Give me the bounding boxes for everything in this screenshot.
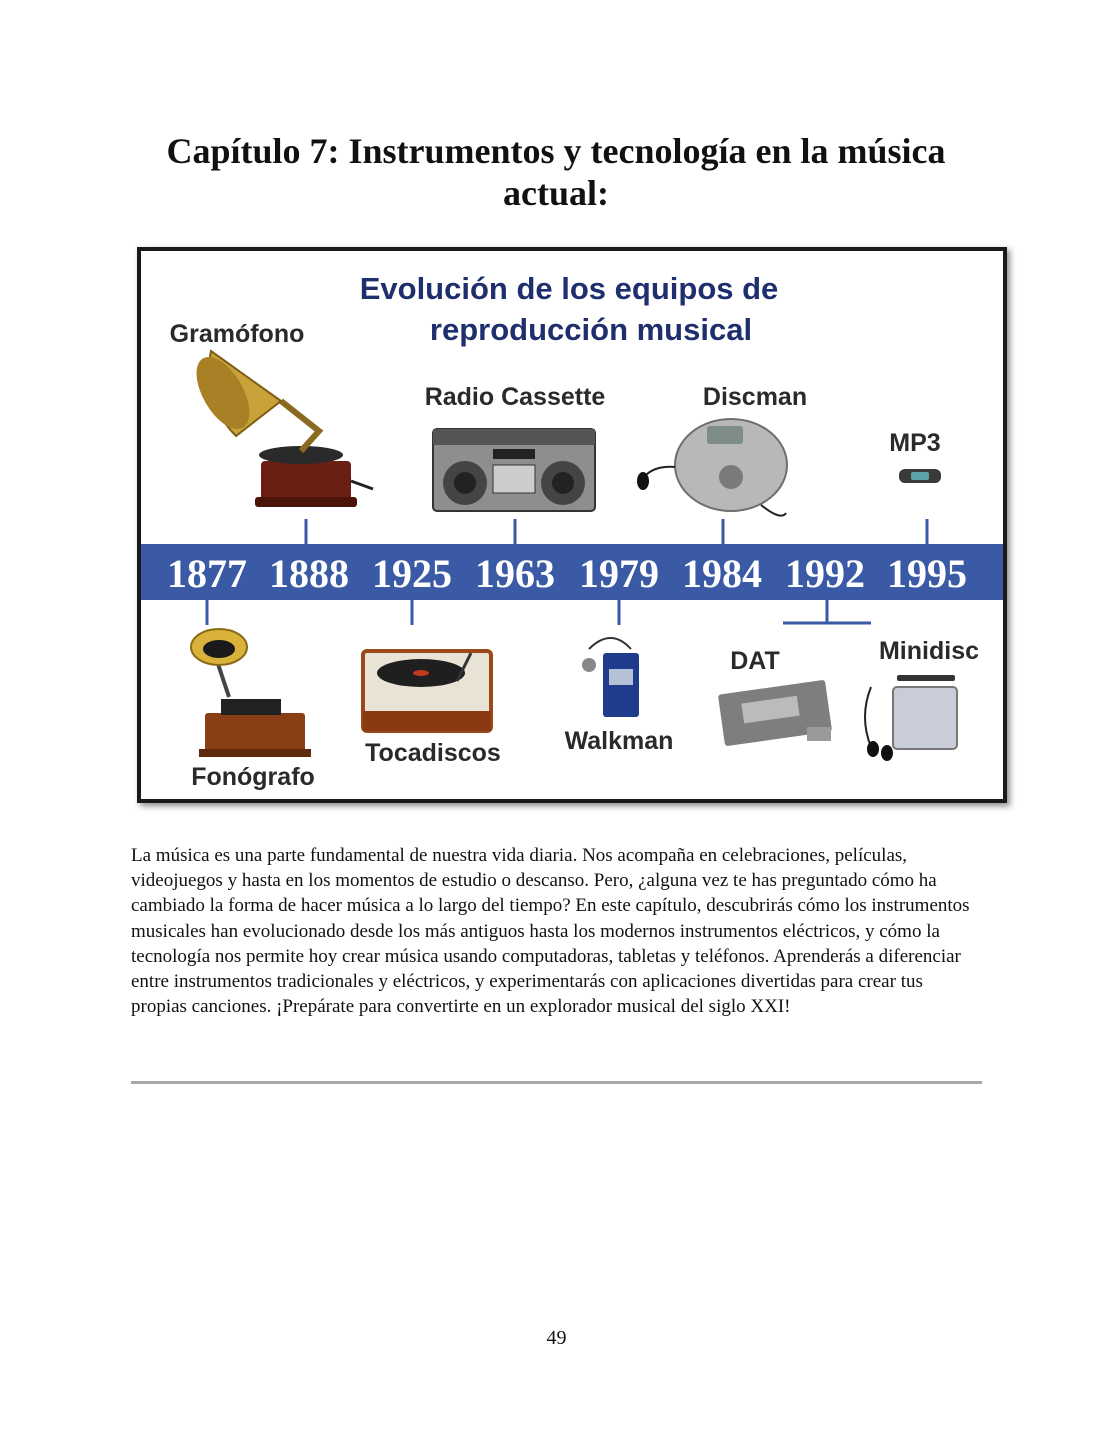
label-dat: DAT <box>730 647 780 675</box>
label-walkman: Walkman <box>564 727 674 755</box>
gramophone-illustration <box>186 348 373 507</box>
year-1888: 1888 <box>269 551 349 596</box>
turntable-illustration <box>363 651 491 731</box>
label-tocadiscos: Tocadiscos <box>365 739 501 767</box>
minidisc-illustration <box>865 675 957 761</box>
horizontal-rule <box>131 1081 982 1084</box>
body-paragraph: La música es una parte fundamental de nuestra vida diaria. Nos acompaña en celebraciones, películas, videojuegos y hasta en los momentos de estudio o descanso. Pero, ¿alguna vez te has preguntado cómo ha cambiado la forma de hacer música a lo largo del tiempo? En este capítulo, descubrirás cómo los instrumentos musicales han evolucionado desde los más antiguos hasta los modernos instrumentos eléctricos, y cómo la tecnología nos permite hoy crear música usando computadoras, tabletas y teléfonos. Aprenderás a diferenciar entre instrumentos tradicionales y eléctricos, y experimentarás con aplicaciones divertidas para crear tus propias canciones. ¡Prepárate para convertirte en un explorador musical del siglo XXI! <box>131 845 970 1018</box>
label-gramofono: Gramófono <box>169 320 305 348</box>
year-1979: 1979 <box>579 551 659 596</box>
timeline-figure <box>137 247 1007 803</box>
page-number: 49 <box>546 1327 567 1349</box>
year-1877: 1877 <box>167 551 247 596</box>
year-1995: 1995 <box>887 551 967 596</box>
year-1984: 1984 <box>682 551 762 596</box>
year-1963: 1963 <box>475 551 555 596</box>
year-1925: 1925 <box>372 551 452 596</box>
mp3-illustration <box>899 469 941 483</box>
phonograph-illustration <box>191 629 311 757</box>
label-discman: Discman <box>702 383 808 411</box>
radio-cassette-illustration <box>433 429 595 511</box>
label-fonografo: Fonógrafo <box>191 763 315 791</box>
discman-illustration <box>637 419 787 516</box>
dat-illustration <box>718 680 832 747</box>
walkman-illustration <box>582 638 639 717</box>
figure-title-line1: Evolución de los equipos de <box>359 271 779 306</box>
label-radio-cassette: Radio Cassette <box>424 383 606 411</box>
label-mp3: MP3 <box>889 429 941 457</box>
chapter-title: Capítulo 7: Instrumentos y tecnología en la música actual: <box>166 131 946 213</box>
figure-title-line2: reproducción musical <box>429 312 753 347</box>
year-1992: 1992 <box>785 551 865 596</box>
label-minidisc: Minidisc <box>878 637 980 665</box>
